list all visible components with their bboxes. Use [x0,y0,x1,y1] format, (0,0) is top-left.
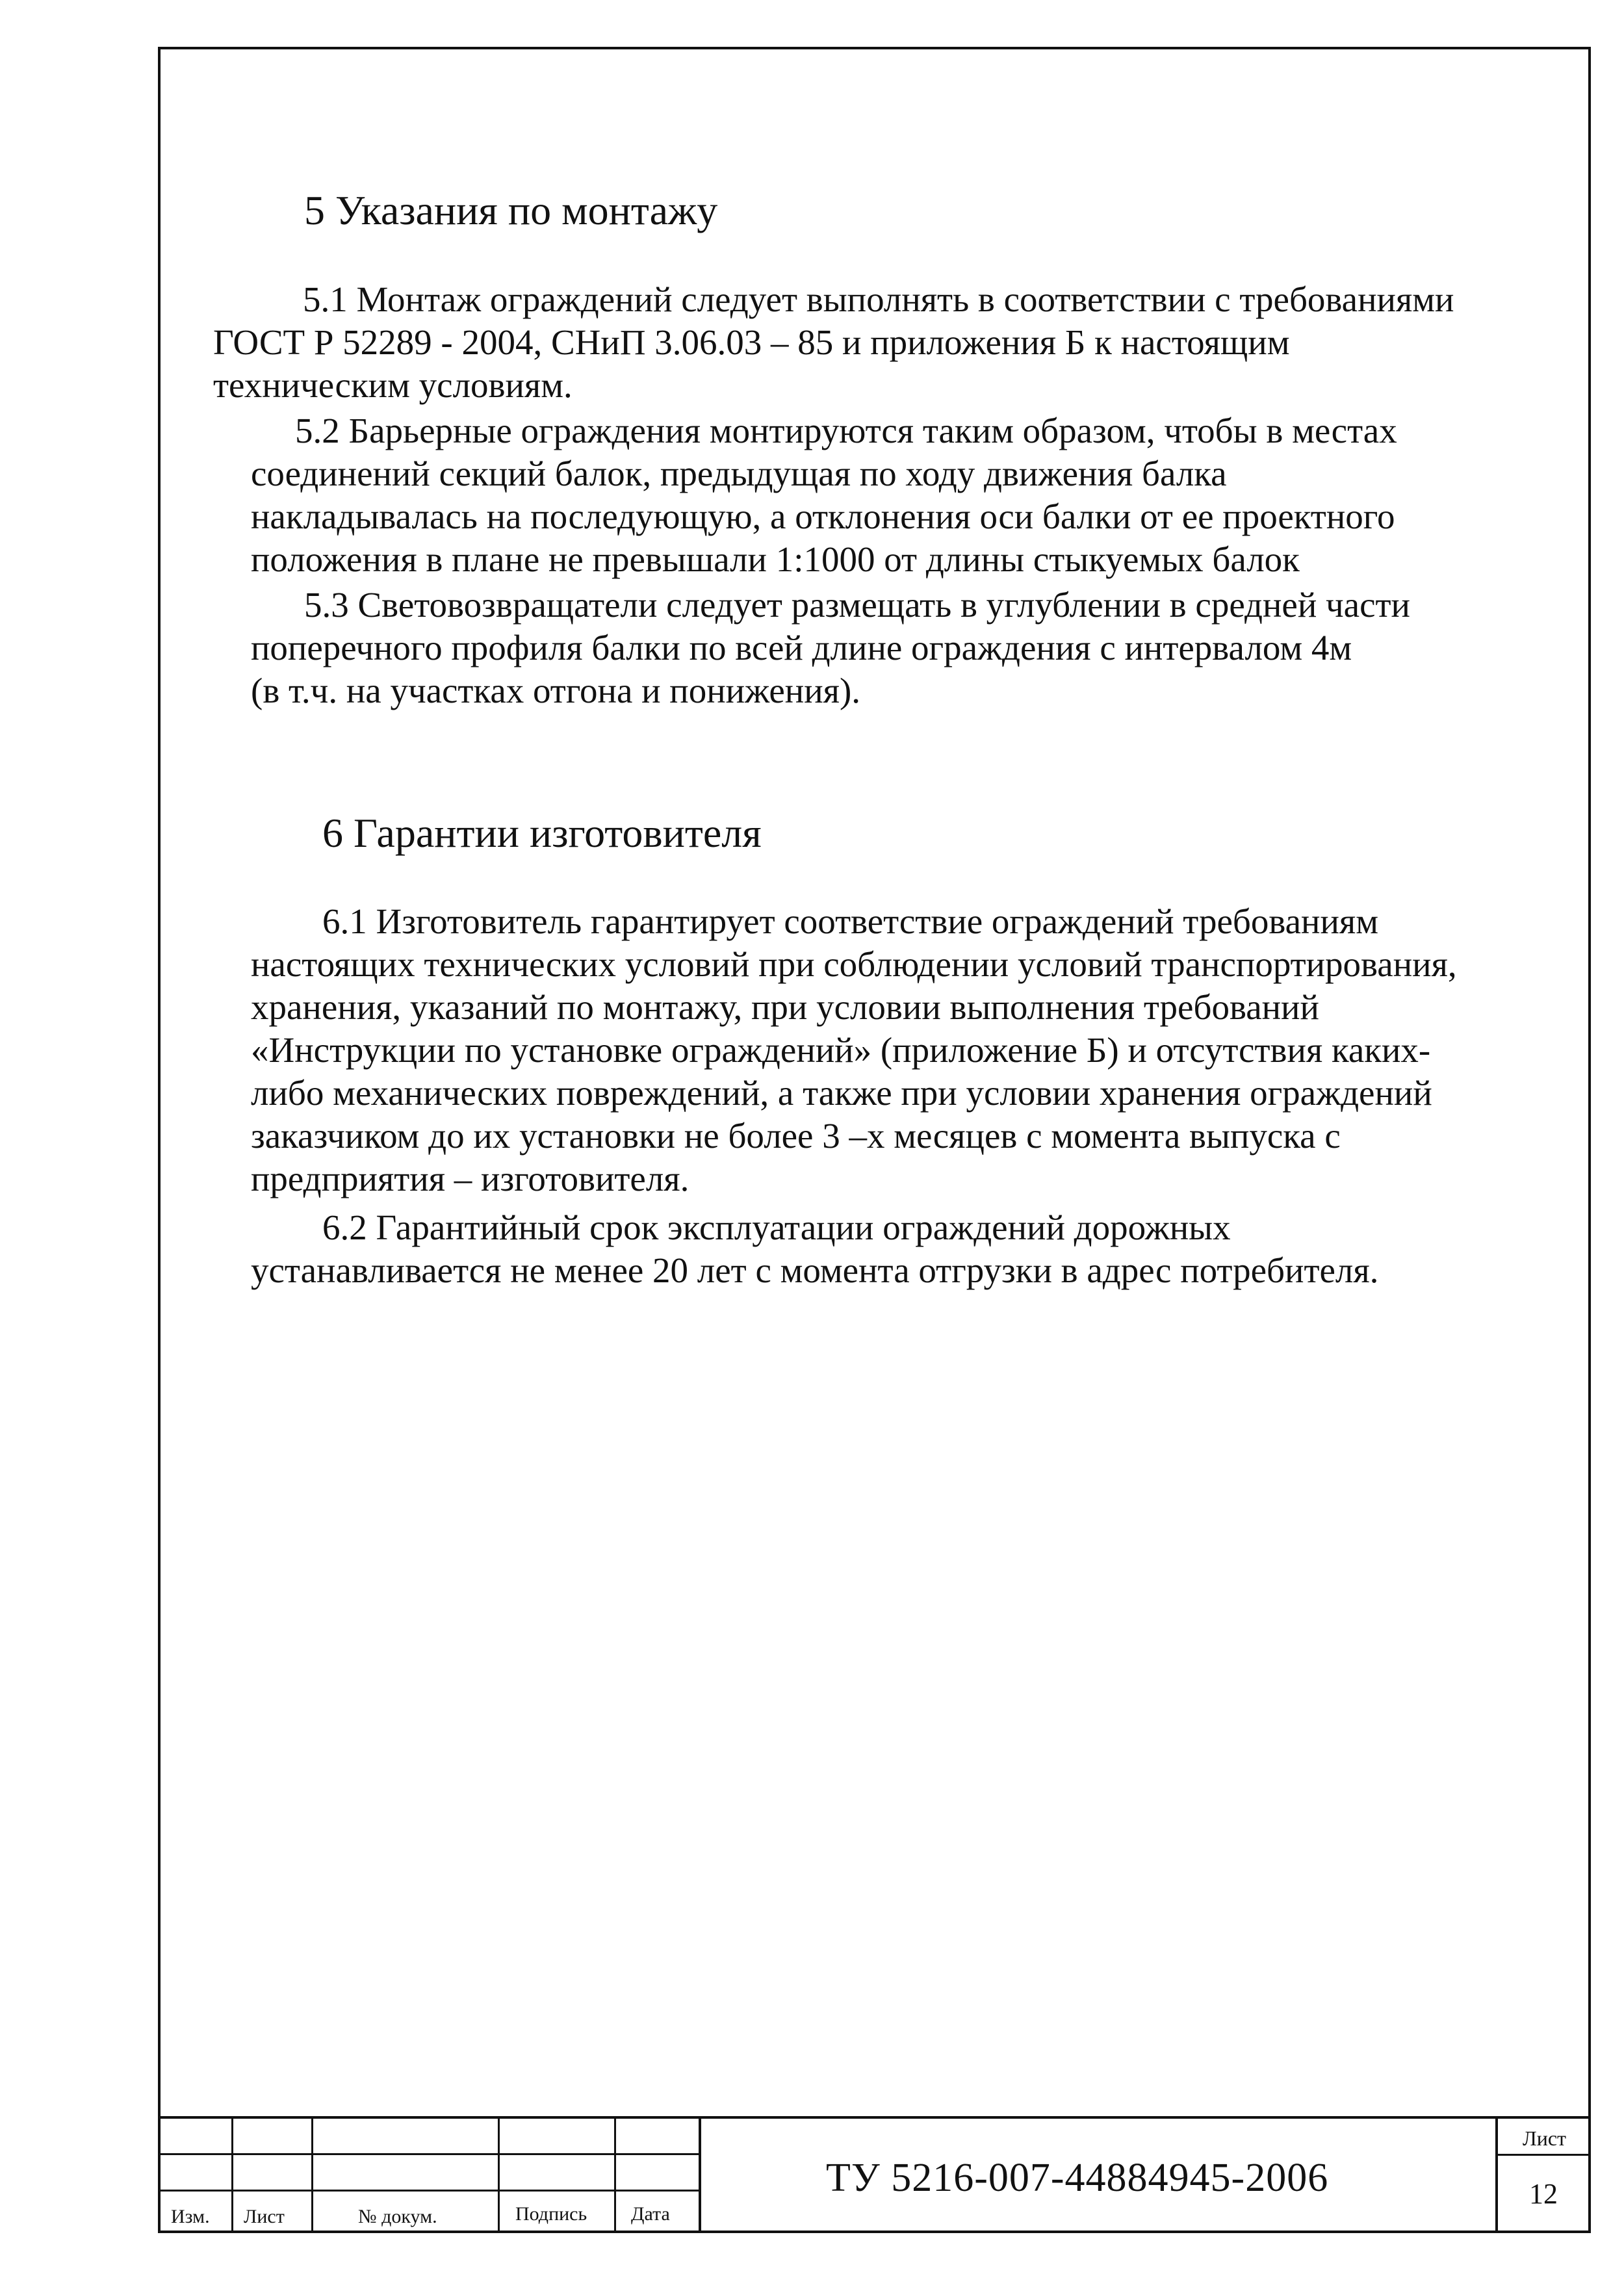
section-6-heading: 6 Гарантии изготовителя [322,810,762,856]
title-block-line [158,2190,699,2192]
title-block-line [1495,2154,1591,2156]
paragraph-6-1 [251,900,1457,1200]
paragraph-line: предприятия – изготовителя. [251,1159,690,1198]
paragraph-6-2 [251,1206,1378,1292]
paragraph-line: «Инструкции по установке ограждений» (приложение Б) и отсутствия каких- [251,1030,1431,1070]
title-block-line [158,2153,699,2155]
title-block-line [311,2116,313,2233]
paragraph-line: либо механических повреждений, а также при условии хранения ограждений [251,1073,1432,1113]
paragraph-line: 6.2 Гарантийный срок эксплуатации ограждений дорожных [322,1208,1231,1247]
paragraph-line: 5.2 Барьерные ограждения монтируются таким образом, чтобы в местах [295,411,1397,450]
paragraph-5-2 [251,409,1397,581]
paragraph-line: 5.3 Световозвращатели следует размещать в углублении в средней части [304,585,1410,625]
paragraph-line: (в т.ч. на участках отгона и понижения). [251,671,861,710]
paragraph-5-3 [251,584,1410,712]
column-izm-label: Изм. [171,2206,210,2227]
paragraph-line: хранения, указаний по монтажу, при условии выполнения требований [251,987,1319,1027]
paragraph-line: положения в плане не превышали 1:1000 от длины стыкуемых балок [251,539,1300,579]
title-block-line [1495,2116,1498,2233]
column-list-label: Лист [244,2206,285,2227]
title-block-line [699,2116,701,2233]
title-block-line [498,2116,500,2233]
paragraph-line: ГОСТ Р 52289 - 2004, СНиП 3.06.03 – 85 и приложения Б к настоящим [213,322,1290,362]
section-5-heading: 5 Указания по монтажу [304,187,718,233]
paragraph-line: поперечного профиля балки по всей длине ограждения с интервалом 4м [251,628,1352,667]
title-block [158,2116,1591,2233]
column-date-label: Дата [631,2203,670,2225]
sheet-label: Лист [1523,2127,1567,2150]
paragraph-line: 6.1 Изготовитель гарантирует соответствие ограждений требованиям [322,901,1379,941]
title-block-line [231,2116,233,2233]
paragraph-line: 5.1 Монтаж ограждений следует выполнять в соответствии с требованиями [303,279,1454,319]
paragraph-line: техническим условиям. [213,365,573,405]
paragraph-line: устанавливается не менее 20 лет с момента отгрузки в адрес потребителя. [251,1250,1379,1290]
sheet-number: 12 [1529,2178,1558,2210]
title-block-line [158,2116,1591,2119]
paragraph-line: накладывалась на последующую, а отклонения оси балки от ее проектного [251,497,1395,536]
paragraph-line: заказчиком до их установки не более 3 –х месяцев с момента выпуска с [251,1116,1341,1156]
document-code: ТУ 5216-007-44884945-2006 [826,2156,1329,2200]
title-block-line [614,2116,616,2233]
paragraph-5-1 [213,278,1454,407]
paragraph-line: соединений секций балок, предыдущая по ходу движения балка [251,454,1227,493]
column-sign-label: Подпись [515,2203,587,2225]
column-doc-label: № докум. [358,2206,437,2227]
paragraph-line: настоящих технических условий при соблюдении условий транспортирования, [251,944,1457,984]
